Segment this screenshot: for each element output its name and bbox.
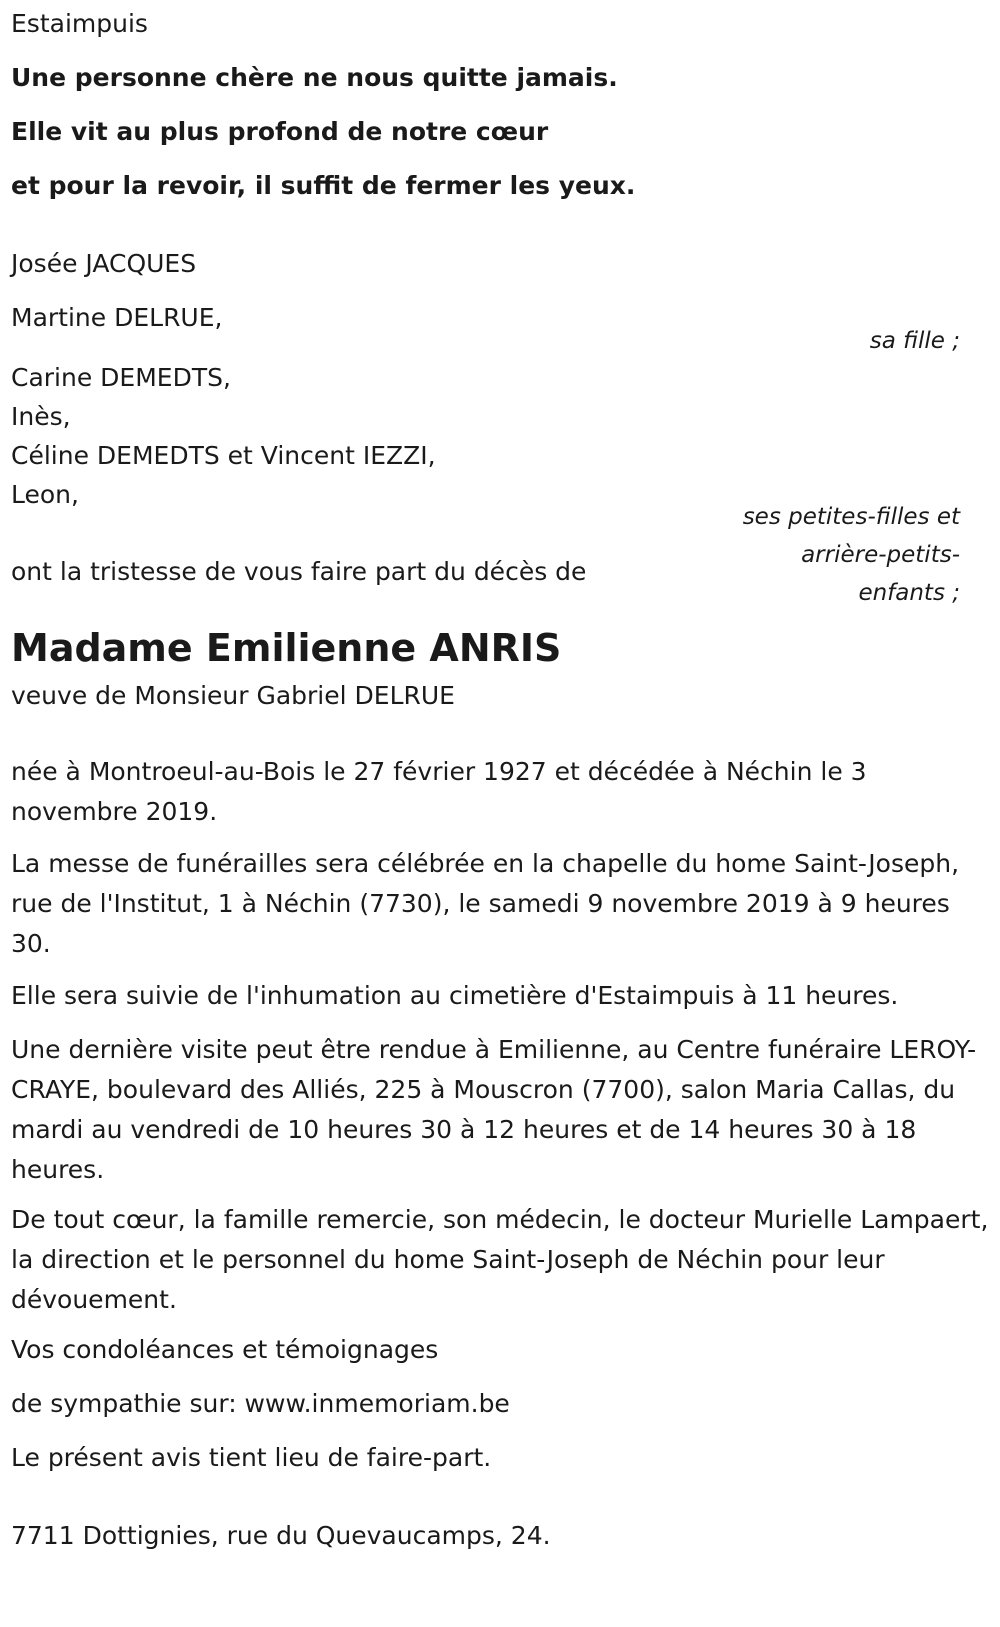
poem-line-1: Une personne chère ne nous quitte jamais. (11, 63, 618, 92)
poem-line-3: et pour la revoir, il suffit de fermer les yeux. (11, 171, 636, 200)
grandchild-3: Céline DEMEDTS et Vincent IEZZI, (11, 441, 436, 470)
visit-paragraph: Une dernière visite peut être rendue à Emilienne, au Centre funéraire LEROY-CRAYE, boulevard des Alliés, 225 à Mouscron (7700), salon Maria Callas, du mardi au vendredi de 10 heures 30 à 12 heures et de 14 heures 30 à 18 heures. (11, 1035, 977, 1184)
poem-line-2: Elle vit au plus profond de notre cœur (11, 117, 549, 146)
grandchildren-relation-1: ses petites-filles et (742, 504, 960, 530)
grandchildren-relation-3: enfants ; (858, 580, 960, 606)
birth-death-paragraph: née à Montroeul-au-Bois le 27 février 1927 et décédée à Néchin le 3 novembre 2019. (11, 757, 867, 826)
widow-of: veuve de Monsieur Gabriel DELRUE (11, 681, 455, 710)
notice-line: Le présent avis tient lieu de faire-part. (11, 1443, 492, 1472)
deceased-name: Madame Emilienne ANRIS (11, 626, 562, 670)
location-heading: Estaimpuis (11, 9, 148, 38)
condolences-line-1: Vos condoléances et témoignages (11, 1335, 439, 1364)
thanks-paragraph: De tout cœur, la famille remercie, son médecin, le docteur Murielle Lampaert, la direction et le personnel du home Saint-Joseph de Néchin pour leur dévouement. (11, 1205, 989, 1314)
announcement: ont la tristesse de vous faire part du décès de (11, 557, 587, 586)
address: 7711 Dottignies, rue du Quevaucamps, 24. (11, 1521, 551, 1550)
burial-paragraph: Elle sera suivie de l'inhumation au cimetière d'Estaimpuis à 11 heures. (11, 981, 899, 1010)
grandchildren-relation-2: arrière-petits- (801, 542, 960, 568)
condolences-line-2: de sympathie sur: www.inmemoriam.be (11, 1389, 510, 1418)
daughter-relation: sa fille ; (869, 328, 960, 354)
grandchild-4: Leon, (11, 480, 79, 509)
family-friend: Josée JACQUES (11, 249, 197, 278)
grandchild-1: Carine DEMEDTS, (11, 363, 231, 392)
family-daughter: Martine DELRUE, (11, 303, 223, 332)
grandchild-2: Inès, (11, 402, 71, 431)
mass-paragraph: La messe de funérailles sera célébrée en la chapelle du home Saint-Joseph, rue de l'Institut, 1 à Néchin (7730), le samedi 9 novembre 2019 à 9 heures 30. (11, 849, 960, 958)
